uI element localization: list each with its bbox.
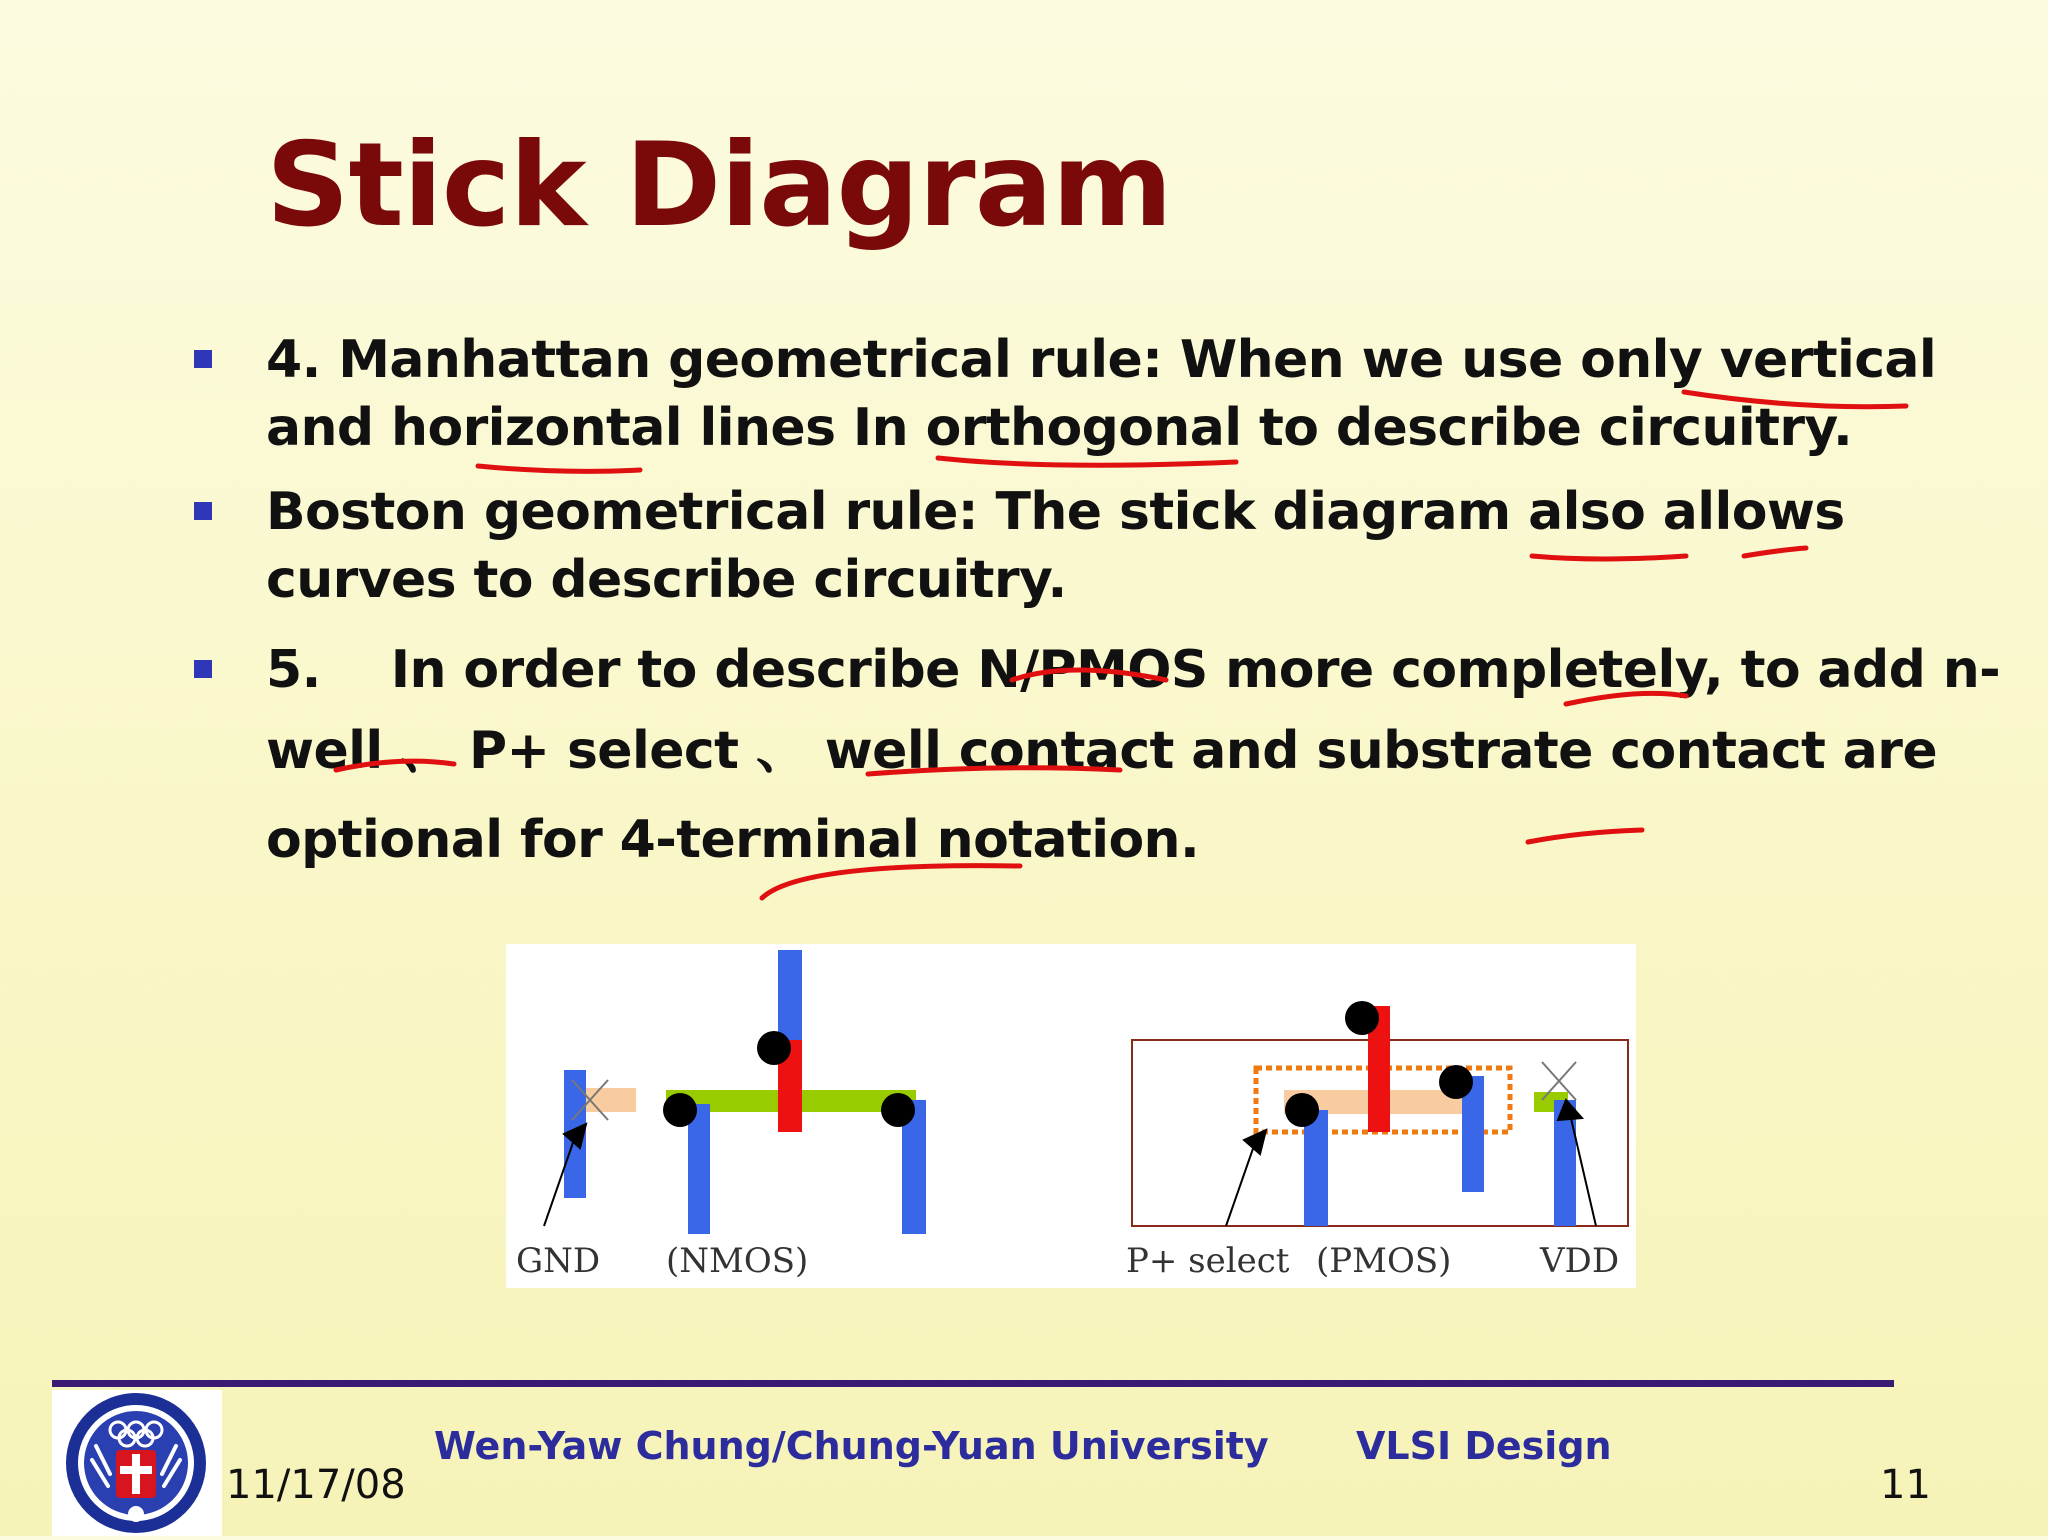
bullet-marker bbox=[194, 350, 212, 368]
pselect-arrow bbox=[1226, 1130, 1266, 1226]
bullet-2-line-2: curves to describe circuitry. bbox=[266, 550, 1067, 610]
label-pselect: P+ select bbox=[1126, 1241, 1290, 1281]
stick-diagram-svg bbox=[506, 944, 1636, 1288]
nmos-contact-right bbox=[881, 1093, 915, 1127]
pmos-metal-left bbox=[1304, 1110, 1328, 1226]
bullet-3-line-1: 5. In order to describe N/PMOS more completely, to add n- bbox=[266, 640, 2001, 700]
bullet-1-line-1: 4. Manhattan geometrical rule: When we use only vertical bbox=[266, 330, 1937, 390]
pmos-contact-left bbox=[1285, 1093, 1319, 1127]
bullet-marker bbox=[194, 660, 212, 678]
label-nmos: (NMOS) bbox=[666, 1241, 809, 1281]
bullet-marker bbox=[194, 502, 212, 520]
stick-diagram-figure bbox=[506, 944, 1636, 1288]
nmos-contact-left bbox=[663, 1093, 697, 1127]
nmos-contact-gate bbox=[757, 1031, 791, 1065]
bullet-3-line-2: well 、 P+ select 、 well contact and substrate contact are bbox=[266, 721, 1938, 781]
nmos-metal-left bbox=[688, 1104, 710, 1234]
label-vdd: VDD bbox=[1540, 1241, 1620, 1281]
bullet-2-line-1: Boston geometrical rule: The stick diagram also allows bbox=[266, 482, 1845, 542]
university-seal-icon bbox=[52, 1390, 222, 1536]
pmos-contact-gate bbox=[1345, 1001, 1379, 1035]
label-gnd: GND bbox=[516, 1241, 601, 1281]
page-number: 11 bbox=[1880, 1462, 1931, 1508]
bullet-3-line-3: optional for 4-terminal notation. bbox=[266, 810, 1200, 870]
footer-course: VLSI Design bbox=[1356, 1424, 1612, 1468]
footer-author: Wen-Yaw Chung/Chung-Yuan University bbox=[434, 1424, 1269, 1468]
bullet-1-line-2: and horizontal lines In orthogonal to describe circuitry. bbox=[266, 398, 1853, 458]
slide-title: Stick Diagram bbox=[266, 118, 1172, 253]
footer-divider bbox=[52, 1380, 1894, 1387]
footer-date: 11/17/08 bbox=[226, 1462, 406, 1508]
university-logo bbox=[52, 1390, 222, 1536]
pmos-contact-right bbox=[1439, 1065, 1473, 1099]
label-pmos: (PMOS) bbox=[1316, 1241, 1452, 1281]
